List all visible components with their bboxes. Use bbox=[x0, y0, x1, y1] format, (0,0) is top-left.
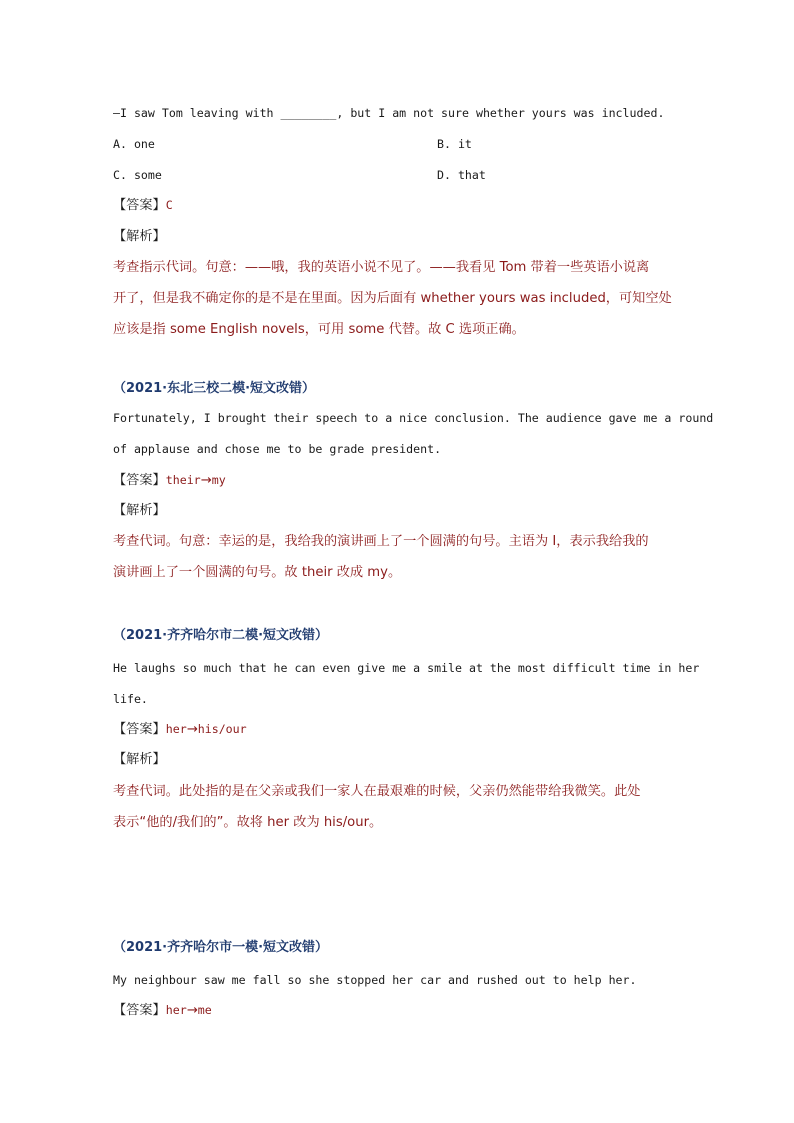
q3-analysis-line-1: 考查代词。此处指的是在父亲或我们一家人在最艰难的时候，父亲仍然能带给我微笑。此处 bbox=[113, 784, 641, 799]
answer-label: 【答案】 bbox=[113, 473, 166, 488]
q2-analysis-label: 【解析】 bbox=[113, 503, 166, 518]
q1-stem: —I saw Tom leaving with ________, but I am not sure whether yours was included. bbox=[113, 106, 665, 120]
arrow-icon: → bbox=[200, 473, 212, 488]
answer-to: his/our bbox=[197, 722, 247, 736]
q1-option-a: A. one bbox=[113, 137, 155, 151]
q3-answer bbox=[113, 721, 247, 738]
answer-from: their bbox=[165, 473, 201, 487]
q1-analysis-line-2: 开了，但是我不确定你的是不是在里面。因为后面有 whether yours was included，可知空处 bbox=[113, 291, 672, 306]
q3-stem-line-1: He laughs so much that he can even give me a smile at the most difficult time in her bbox=[113, 661, 700, 675]
answer-label: 【答案】 bbox=[113, 722, 166, 737]
q2-stem-line-2: of applause and chose me to be grade president. bbox=[113, 442, 442, 456]
q2-stem-line-1: Fortunately, I brought their speech to a nice conclusion. The audience gave me a round bbox=[113, 411, 714, 425]
q1-answer bbox=[113, 197, 173, 214]
q2-analysis-line-2: 演讲画上了一个圆满的句号。故 their 改成 my。 bbox=[113, 565, 402, 580]
q1-option-c: C. some bbox=[113, 168, 162, 182]
q1-analysis-line-1: 考查指示代词。句意：——哦，我的英语小说不见了。——我看见 Tom 带着一些英语小说离 bbox=[113, 260, 650, 275]
q4-source: （2021·齐齐哈尔市一模·短文改错） bbox=[113, 940, 329, 955]
q2-analysis-line-1: 考查代词。句意：幸运的是，我给我的演讲画上了一个圆满的句号。主语为 I，表示我给我的 bbox=[113, 534, 649, 549]
answer-label: 【答案】 bbox=[113, 198, 166, 213]
q1-analysis-line-3: 应该是指 some English novels，可用 some 代替。故 C 选项正确。 bbox=[113, 322, 525, 337]
q1-analysis-label: 【解析】 bbox=[113, 229, 166, 244]
answer-value: C bbox=[165, 198, 173, 212]
arrow-icon: → bbox=[186, 722, 198, 737]
q4-answer bbox=[113, 1002, 212, 1019]
answer-label: 【答案】 bbox=[113, 1003, 166, 1018]
q3-analysis-line-2: 表示“他的/我们的”。故将 her 改为 his/our。 bbox=[113, 815, 383, 830]
answer-to: my bbox=[211, 473, 226, 487]
q3-stem-line-2: life. bbox=[113, 692, 148, 706]
q2-answer bbox=[113, 472, 226, 489]
arrow-icon: → bbox=[186, 1003, 198, 1018]
q1-option-b: B. it bbox=[437, 137, 472, 151]
q2-source: （2021·东北三校二模·短文改错） bbox=[113, 381, 316, 396]
q3-source: （2021·齐齐哈尔市二模·短文改错） bbox=[113, 628, 329, 643]
q4-stem-line-1: My neighbour saw me fall so she stopped her car and rushed out to help her. bbox=[113, 973, 637, 987]
answer-from: her bbox=[165, 1003, 187, 1017]
answer-from: her bbox=[165, 722, 187, 736]
q1-option-d: D. that bbox=[437, 168, 486, 182]
q3-analysis-label: 【解析】 bbox=[113, 752, 166, 767]
answer-to: me bbox=[197, 1003, 212, 1017]
